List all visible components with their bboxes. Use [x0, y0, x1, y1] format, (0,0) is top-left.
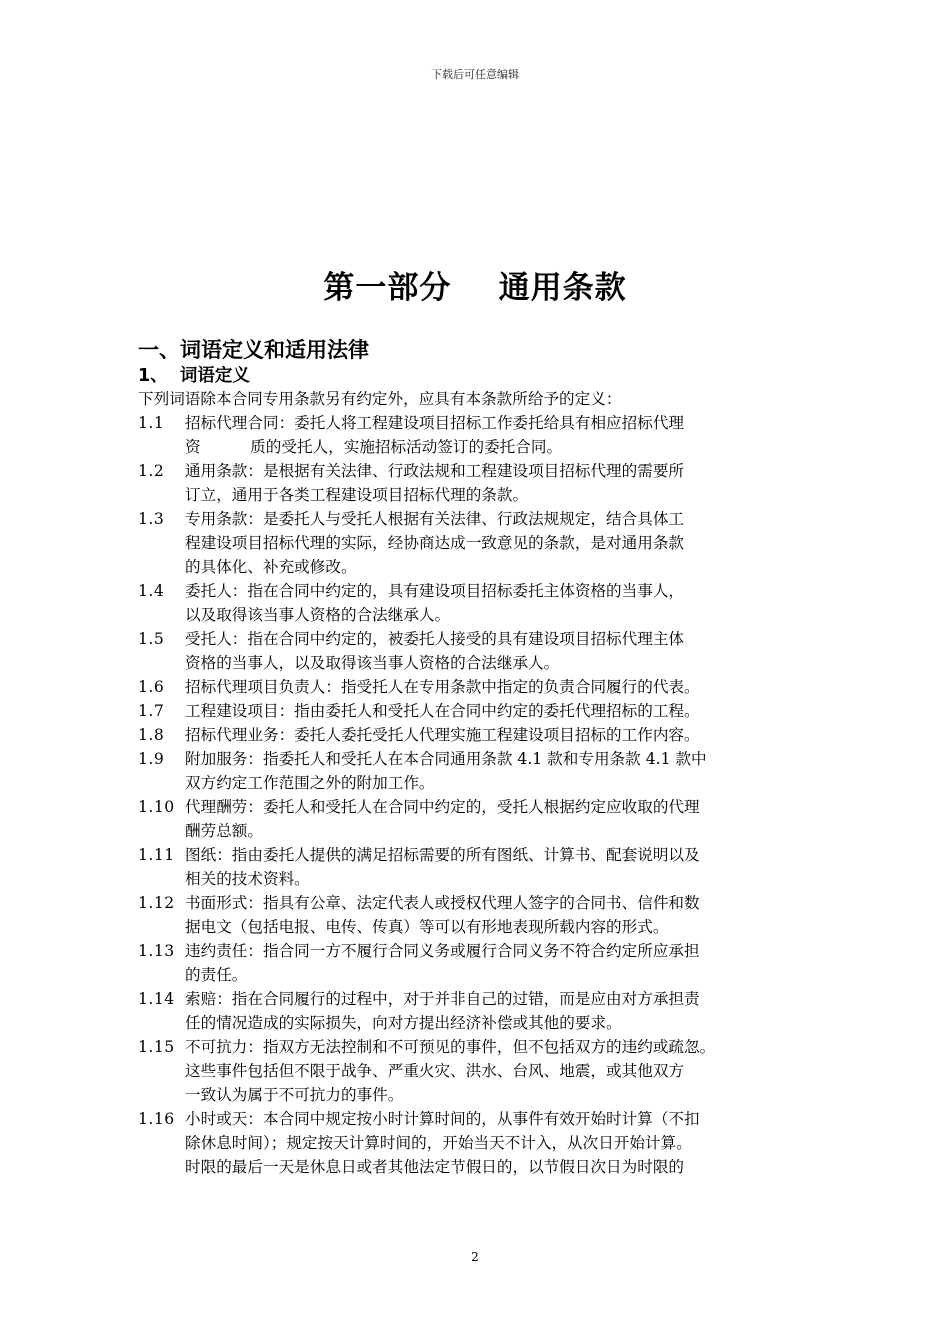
definition-text-line: 索赔：指在合同履行的过程中，对于并非自己的过错，而是应由对方承担责: [185, 990, 700, 1008]
definition-number: 1.6: [138, 678, 165, 696]
definition-text-line: 代理酬劳：委托人和受托人在合同中约定的，受托人根据约定应收取的代理: [185, 798, 700, 816]
definition-text-line: 招标代理项目负责人：指受托人在专用条款中指定的负责合同履行的代表。: [185, 678, 700, 696]
definition-item: [138, 747, 828, 795]
definition-number: 1.1: [138, 414, 165, 432]
definition-item: [138, 627, 828, 675]
part-title: 第一部分 通用条款: [323, 270, 627, 306]
definition-item: [138, 579, 828, 627]
definition-text-line: 据电文（包括电报、电传、传真）等可以有形地表现所载内容的形式。: [185, 918, 669, 936]
definition-text-line: 不可抗力：指双方无法控制和不可预见的事件，但不包括双方的违约或疏忽。: [185, 1038, 716, 1056]
definition-text-line: 图纸：指由委托人提供的满足招标需要的所有图纸、计算书、配套说明以及: [185, 846, 700, 864]
definition-text-line: 通用条款：是根据有关法律、行政法规和工程建设项目招标代理的需要所: [185, 462, 685, 480]
definition-number: 1.8: [138, 726, 165, 744]
definition-text-line: 资 质的受托人，实施招标活动签订的委托合同。: [185, 438, 563, 456]
definition-number: 1.16: [138, 1110, 175, 1128]
definition-number: 1.4: [138, 582, 165, 600]
definition-text-line: 小时或天：本合同中规定按小时计算时间的，从事件有效开始时计算（不扣: [185, 1110, 700, 1128]
definition-text-line: 委托人：指在合同中约定的，具有建设项目招标委托主体资格的当事人，: [185, 582, 685, 600]
definition-text-line: 双方约定工作范围之外的附加工作。: [185, 774, 435, 792]
definition-text-line: 时限的最后一天是休息日或者其他法定节假日的，以节假日次日为时限的: [185, 1158, 685, 1176]
definition-item: [138, 699, 828, 723]
definition-number: 1.13: [138, 942, 175, 960]
definition-item: [138, 723, 828, 747]
definition-item: [138, 459, 828, 507]
definition-item: [138, 843, 828, 891]
definition-text-line: 以及取得该当事人资格的合法继承人。: [185, 606, 451, 624]
definition-number: 1.11: [138, 846, 175, 864]
definition-text-line: 这些事件包括但不限于战争、严重火灾、洪水、台风、地震，或其他双方: [185, 1062, 685, 1080]
definition-text-line: 的责任。: [185, 966, 248, 984]
definition-text-line: 任的情况造成的实际损失，向对方提出经济补偿或其他的要求。: [185, 1014, 622, 1032]
definition-number: 1.5: [138, 630, 165, 648]
definition-text-line: 专用条款：是委托人与受托人根据有关法律、行政法规规定，结合具体工: [185, 510, 685, 528]
definition-text-line: 相关的技术资料。: [185, 870, 310, 888]
definition-text-line: 招标代理合同：委托人将工程建设项目招标工作委托给具有相应招标代理: [185, 414, 685, 432]
definition-text-line: 订立，通用于各类工程建设项目招标代理的条款。: [185, 486, 529, 504]
definition-number: 1.14: [138, 990, 175, 1008]
definition-item: [138, 675, 828, 699]
definition-number: 1.12: [138, 894, 175, 912]
definition-item: [138, 939, 828, 987]
definition-item: [138, 507, 828, 579]
definition-number: 1.7: [138, 702, 165, 720]
definition-text-line: 工程建设项目：指由委托人和受托人在合同中约定的委托代理招标的工程。: [185, 702, 700, 720]
definition-item: [138, 1035, 828, 1107]
definition-text-line: 书面形式：指具有公章、法定代表人或授权代理人签字的合同书、信件和数: [185, 894, 700, 912]
definitions-list: [138, 411, 828, 1179]
section-heading: 一、词语定义和适用法律: [138, 338, 369, 362]
definition-text-line: 受托人：指在合同中约定的，被委托人接受的具有建设项目招标代理主体: [185, 630, 685, 648]
subsection-heading: 1、 词语定义: [138, 366, 250, 386]
definition-item: [138, 795, 828, 843]
definition-text-line: 违约责任：指合同一方不履行合同义务或履行合同义务不符合约定所应承担: [185, 942, 700, 960]
definition-number: 1.15: [138, 1038, 175, 1056]
definition-text-line: 的具体化、补充或修改。: [185, 558, 357, 576]
definition-number: 1.2: [138, 462, 165, 480]
page-number: 2: [471, 1250, 479, 1264]
definition-text-line: 资格的当事人，以及取得该当事人资格的合法继承人。: [185, 654, 560, 672]
intro-paragraph: 下列词语除本合同专用条款另有约定外，应具有本条款所给予的定义：: [138, 390, 622, 408]
definition-number: 1.3: [138, 510, 165, 528]
definition-text-line: 程建设项目招标代理的实际，经协商达成一致意见的条款，是对通用条款: [185, 534, 685, 552]
definition-text-line: 招标代理业务：委托人委托受托人代理实施工程建设项目招标的工作内容。: [185, 726, 700, 744]
definition-text-line: 酬劳总额。: [185, 822, 263, 840]
definition-item: [138, 987, 828, 1035]
definition-text-line: 除休息时间）；规定按天计算时间的，开始当天不计入，从次日开始计算。: [185, 1134, 692, 1152]
definition-text-line: 一致认为属于不可抗力的事件。: [185, 1086, 404, 1104]
definition-item: [138, 411, 828, 459]
page-header: 下载后可任意编辑: [431, 68, 519, 81]
definition-text-line: 附加服务：指委托人和受托人在本合同通用条款 4.1 款和专用条款 4.1 款中: [185, 750, 707, 768]
definition-item: [138, 891, 828, 939]
definition-item: [138, 1107, 828, 1179]
definition-number: 1.9: [138, 750, 165, 768]
definition-number: 1.10: [138, 798, 175, 816]
